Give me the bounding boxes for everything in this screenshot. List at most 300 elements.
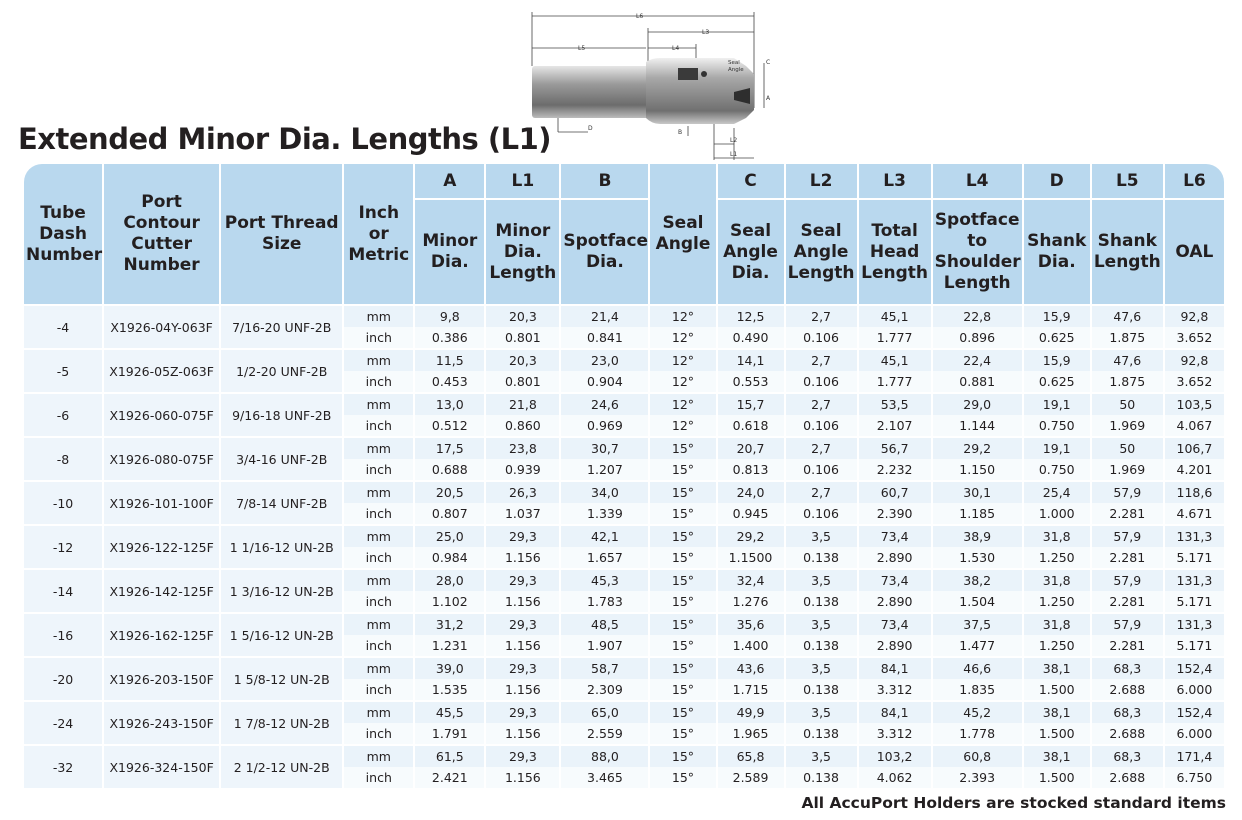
value-cell: 31,8 xyxy=(1024,524,1090,547)
value-cell: 0.453 xyxy=(415,371,484,392)
unit-cell: inch xyxy=(344,767,413,788)
header-letter-l6: L6 xyxy=(1165,164,1224,198)
value-cell: 13,0 xyxy=(415,392,484,415)
value-cell: 6.000 xyxy=(1165,723,1224,744)
dash-number-cell: -5 xyxy=(24,348,102,392)
cutter-number-cell: X1926-060-075F xyxy=(104,392,219,436)
value-cell: 58,7 xyxy=(561,656,648,679)
diagram-label-l3: L3 xyxy=(702,29,710,36)
value-cell: 152,4 xyxy=(1165,700,1224,723)
dash-number-cell: -16 xyxy=(24,612,102,656)
value-cell: 73,4 xyxy=(859,612,931,635)
value-cell: 152,4 xyxy=(1165,656,1224,679)
value-cell: 17,5 xyxy=(415,436,484,459)
unit-cell: inch xyxy=(344,327,413,348)
value-cell: 22,8 xyxy=(933,304,1022,327)
dash-number-cell: -6 xyxy=(24,392,102,436)
value-cell: 92,8 xyxy=(1165,348,1224,371)
value-cell: 15° xyxy=(650,459,715,480)
lengths-table xyxy=(22,164,1226,788)
value-cell: 0.106 xyxy=(786,459,857,480)
value-cell: 14,1 xyxy=(718,348,784,371)
unit-cell: inch xyxy=(344,547,413,568)
value-cell: 1.657 xyxy=(561,547,648,568)
value-cell: 53,5 xyxy=(859,392,931,415)
value-cell: 57,9 xyxy=(1092,612,1163,635)
value-cell: 29,3 xyxy=(486,744,559,767)
value-cell: 3.312 xyxy=(859,723,931,744)
value-cell: 0.904 xyxy=(561,371,648,392)
value-cell: 0.490 xyxy=(718,327,784,348)
value-cell: 31,8 xyxy=(1024,568,1090,591)
header-shank-dia: Shank Dia. xyxy=(1024,198,1090,304)
value-cell: 0.106 xyxy=(786,327,857,348)
unit-cell: mm xyxy=(344,392,413,415)
value-cell: 65,0 xyxy=(561,700,648,723)
unit-cell: mm xyxy=(344,700,413,723)
value-cell: 0.138 xyxy=(786,767,857,788)
unit-cell: mm xyxy=(344,304,413,327)
value-cell: 2.107 xyxy=(859,415,931,436)
thread-size-cell: 1 5/8-12 UN-2B xyxy=(221,656,342,700)
value-cell: 6.000 xyxy=(1165,679,1224,700)
value-cell: 1.875 xyxy=(1092,371,1163,392)
value-cell: 73,4 xyxy=(859,524,931,547)
value-cell: 20,5 xyxy=(415,480,484,503)
value-cell: 171,4 xyxy=(1165,744,1224,767)
header-shank-length: Shank Length xyxy=(1092,198,1163,304)
value-cell: 2.309 xyxy=(561,679,648,700)
value-cell: 1.875 xyxy=(1092,327,1163,348)
thread-size-cell: 1 3/16-12 UN-2B xyxy=(221,568,342,612)
value-cell: 29,0 xyxy=(933,392,1022,415)
value-cell: 0.969 xyxy=(561,415,648,436)
value-cell: 31,2 xyxy=(415,612,484,635)
value-cell: 1.907 xyxy=(561,635,648,656)
value-cell: 131,3 xyxy=(1165,612,1224,635)
value-cell: 23,8 xyxy=(486,436,559,459)
thread-size-cell: 9/16-18 UNF-2B xyxy=(221,392,342,436)
value-cell: 37,5 xyxy=(933,612,1022,635)
value-cell: 4.201 xyxy=(1165,459,1224,480)
value-cell: 1.1500 xyxy=(718,547,784,568)
value-cell: 15,9 xyxy=(1024,304,1090,327)
value-cell: 0.138 xyxy=(786,723,857,744)
value-cell: 3,5 xyxy=(786,700,857,723)
value-cell: 38,9 xyxy=(933,524,1022,547)
value-cell: 1.791 xyxy=(415,723,484,744)
header-minor-dia-length: Minor Dia. Length xyxy=(486,198,559,304)
diagram-label-angle: Angle xyxy=(728,67,744,73)
tool-holder-diagram xyxy=(528,8,778,164)
header-tube-dash: Tube Dash Number xyxy=(24,164,102,304)
unit-cell: mm xyxy=(344,568,413,591)
value-cell: 1.144 xyxy=(933,415,1022,436)
dash-number-cell: -32 xyxy=(24,744,102,788)
value-cell: 1.500 xyxy=(1024,679,1090,700)
thread-size-cell: 1/2-20 UNF-2B xyxy=(221,348,342,392)
value-cell: 1.150 xyxy=(933,459,1022,480)
table-body xyxy=(24,304,1224,788)
value-cell: 19,1 xyxy=(1024,436,1090,459)
value-cell: 2,7 xyxy=(786,436,857,459)
table-row xyxy=(24,480,1224,503)
value-cell: 12° xyxy=(650,415,715,436)
value-cell: 11,5 xyxy=(415,348,484,371)
value-cell: 2.688 xyxy=(1092,767,1163,788)
header-unit: Inch or Metric xyxy=(344,164,413,304)
dash-number-cell: -4 xyxy=(24,304,102,348)
header-cutter-number: Port Contour Cutter Number xyxy=(104,164,219,304)
value-cell: 15° xyxy=(650,591,715,612)
value-cell: 1.783 xyxy=(561,591,648,612)
value-cell: 38,1 xyxy=(1024,744,1090,767)
value-cell: 49,9 xyxy=(718,700,784,723)
unit-cell: inch xyxy=(344,635,413,656)
value-cell: 39,0 xyxy=(415,656,484,679)
header-letter-b: B xyxy=(561,164,648,198)
value-cell: 15° xyxy=(650,767,715,788)
value-cell: 43,6 xyxy=(718,656,784,679)
value-cell: 68,3 xyxy=(1092,700,1163,723)
value-cell: 1.000 xyxy=(1024,503,1090,524)
value-cell: 45,5 xyxy=(415,700,484,723)
diagram-label-a: A xyxy=(766,95,771,102)
unit-cell: inch xyxy=(344,459,413,480)
value-cell: 0.939 xyxy=(486,459,559,480)
header-thread-size: Port Thread Size xyxy=(221,164,342,304)
value-cell: 2.421 xyxy=(415,767,484,788)
value-cell: 2.688 xyxy=(1092,679,1163,700)
value-cell: 2.589 xyxy=(718,767,784,788)
value-cell: 5.171 xyxy=(1165,635,1224,656)
value-cell: 20,7 xyxy=(718,436,784,459)
cutter-number-cell: X1926-203-150F xyxy=(104,656,219,700)
header-seal-angle-dia: Seal Angle Dia. xyxy=(718,198,784,304)
value-cell: 45,2 xyxy=(933,700,1022,723)
unit-cell: inch xyxy=(344,503,413,524)
diagram-label-l5: L5 xyxy=(578,45,586,52)
value-cell: 1.535 xyxy=(415,679,484,700)
value-cell: 1.156 xyxy=(486,679,559,700)
value-cell: 2.390 xyxy=(859,503,931,524)
value-cell: 57,9 xyxy=(1092,524,1163,547)
value-cell: 0.386 xyxy=(415,327,484,348)
value-cell: 3.465 xyxy=(561,767,648,788)
unit-cell: inch xyxy=(344,723,413,744)
value-cell: 15° xyxy=(650,700,715,723)
value-cell: 1.500 xyxy=(1024,723,1090,744)
value-cell: 0.625 xyxy=(1024,327,1090,348)
unit-cell: inch xyxy=(344,679,413,700)
value-cell: 29,3 xyxy=(486,700,559,723)
table-row xyxy=(24,524,1224,547)
value-cell: 0.841 xyxy=(561,327,648,348)
unit-cell: mm xyxy=(344,524,413,547)
value-cell: 118,6 xyxy=(1165,480,1224,503)
value-cell: 12° xyxy=(650,348,715,371)
value-cell: 12° xyxy=(650,304,715,327)
value-cell: 12° xyxy=(650,327,715,348)
cutter-number-cell: X1926-162-125F xyxy=(104,612,219,656)
value-cell: 1.156 xyxy=(486,635,559,656)
value-cell: 15,7 xyxy=(718,392,784,415)
value-cell: 0.106 xyxy=(786,503,857,524)
value-cell: 46,6 xyxy=(933,656,1022,679)
value-cell: 4.671 xyxy=(1165,503,1224,524)
value-cell: 57,9 xyxy=(1092,568,1163,591)
value-cell: 15° xyxy=(650,480,715,503)
value-cell: 0.625 xyxy=(1024,371,1090,392)
value-cell: 1.207 xyxy=(561,459,648,480)
value-cell: 0.896 xyxy=(933,327,1022,348)
value-cell: 0.138 xyxy=(786,547,857,568)
thread-size-cell: 1 7/8-12 UN-2B xyxy=(221,700,342,744)
value-cell: 15° xyxy=(650,679,715,700)
value-cell: 15° xyxy=(650,656,715,679)
value-cell: 4.067 xyxy=(1165,415,1224,436)
unit-cell: mm xyxy=(344,612,413,635)
value-cell: 9,8 xyxy=(415,304,484,327)
value-cell: 45,1 xyxy=(859,304,931,327)
value-cell: 1.037 xyxy=(486,503,559,524)
diagram-label-l2: L2 xyxy=(730,137,738,144)
cutter-number-cell: X1926-243-150F xyxy=(104,700,219,744)
value-cell: 0.945 xyxy=(718,503,784,524)
value-cell: 38,1 xyxy=(1024,700,1090,723)
value-cell: 1.185 xyxy=(933,503,1022,524)
cutter-number-cell: X1926-324-150F xyxy=(104,744,219,788)
value-cell: 31,8 xyxy=(1024,612,1090,635)
value-cell: 15° xyxy=(650,503,715,524)
value-cell: 19,1 xyxy=(1024,392,1090,415)
header-seal-angle-length: Seal Angle Length xyxy=(786,198,857,304)
value-cell: 68,3 xyxy=(1092,656,1163,679)
value-cell: 2.393 xyxy=(933,767,1022,788)
value-cell: 3,5 xyxy=(786,744,857,767)
table-row xyxy=(24,568,1224,591)
value-cell: 22,4 xyxy=(933,348,1022,371)
value-cell: 65,8 xyxy=(718,744,784,767)
value-cell: 88,0 xyxy=(561,744,648,767)
cutter-number-cell: X1926-05Z-063F xyxy=(104,348,219,392)
value-cell: 12° xyxy=(650,392,715,415)
value-cell: 25,0 xyxy=(415,524,484,547)
value-cell: 1.965 xyxy=(718,723,784,744)
value-cell: 3.652 xyxy=(1165,371,1224,392)
value-cell: 2.281 xyxy=(1092,503,1163,524)
value-cell: 25,4 xyxy=(1024,480,1090,503)
value-cell: 57,9 xyxy=(1092,480,1163,503)
thread-size-cell: 7/8-14 UNF-2B xyxy=(221,480,342,524)
value-cell: 73,4 xyxy=(859,568,931,591)
value-cell: 30,1 xyxy=(933,480,1022,503)
header-letter-l3: L3 xyxy=(859,164,931,198)
unit-cell: mm xyxy=(344,480,413,503)
value-cell: 5.171 xyxy=(1165,547,1224,568)
value-cell: 0.688 xyxy=(415,459,484,480)
value-cell: 84,1 xyxy=(859,656,931,679)
value-cell: 2.688 xyxy=(1092,723,1163,744)
value-cell: 15° xyxy=(650,547,715,568)
value-cell: 1.715 xyxy=(718,679,784,700)
value-cell: 1.778 xyxy=(933,723,1022,744)
unit-cell: mm xyxy=(344,348,413,371)
table-row xyxy=(24,304,1224,327)
cutter-number-cell: X1926-04Y-063F xyxy=(104,304,219,348)
value-cell: 3,5 xyxy=(786,568,857,591)
value-cell: 2.281 xyxy=(1092,547,1163,568)
value-cell: 3.312 xyxy=(859,679,931,700)
value-cell: 29,2 xyxy=(933,436,1022,459)
header-letter-l2: L2 xyxy=(786,164,857,198)
value-cell: 20,3 xyxy=(486,304,559,327)
header-total-head-length: Total Head Length xyxy=(859,198,931,304)
thread-size-cell: 1 1/16-12 UN-2B xyxy=(221,524,342,568)
value-cell: 0.750 xyxy=(1024,459,1090,480)
value-cell: 5.171 xyxy=(1165,591,1224,612)
value-cell: 47,6 xyxy=(1092,304,1163,327)
diagram-label-l4: L4 xyxy=(672,45,680,52)
value-cell: 1.500 xyxy=(1024,767,1090,788)
header-letter-c: C xyxy=(718,164,784,198)
value-cell: 2.559 xyxy=(561,723,648,744)
table-row xyxy=(24,656,1224,679)
value-cell: 1.156 xyxy=(486,547,559,568)
header-letter-l5: L5 xyxy=(1092,164,1163,198)
diagram-label-b: B xyxy=(678,129,683,136)
value-cell: 0.750 xyxy=(1024,415,1090,436)
value-cell: 21,4 xyxy=(561,304,648,327)
dash-number-cell: -24 xyxy=(24,700,102,744)
thread-size-cell: 1 5/16-12 UN-2B xyxy=(221,612,342,656)
value-cell: 20,3 xyxy=(486,348,559,371)
value-cell: 2.890 xyxy=(859,635,931,656)
footer-note: All AccuPort Holders are stocked standard items xyxy=(801,794,1226,812)
value-cell: 35,6 xyxy=(718,612,784,635)
value-cell: 28,0 xyxy=(415,568,484,591)
value-cell: 60,8 xyxy=(933,744,1022,767)
value-cell: 45,3 xyxy=(561,568,648,591)
value-cell: 84,1 xyxy=(859,700,931,723)
cutter-number-cell: X1926-122-125F xyxy=(104,524,219,568)
value-cell: 56,7 xyxy=(859,436,931,459)
value-cell: 0.860 xyxy=(486,415,559,436)
value-cell: 32,4 xyxy=(718,568,784,591)
value-cell: 3,5 xyxy=(786,656,857,679)
value-cell: 103,5 xyxy=(1165,392,1224,415)
value-cell: 1.504 xyxy=(933,591,1022,612)
value-cell: 1.969 xyxy=(1092,459,1163,480)
value-cell: 0.881 xyxy=(933,371,1022,392)
value-cell: 3.652 xyxy=(1165,327,1224,348)
value-cell: 50 xyxy=(1092,392,1163,415)
value-cell: 0.618 xyxy=(718,415,784,436)
value-cell: 1.276 xyxy=(718,591,784,612)
value-cell: 0.807 xyxy=(415,503,484,524)
value-cell: 15° xyxy=(650,723,715,744)
value-cell: 1.835 xyxy=(933,679,1022,700)
diagram-label-l6: L6 xyxy=(636,13,644,20)
value-cell: 29,3 xyxy=(486,524,559,547)
value-cell: 2.890 xyxy=(859,591,931,612)
diagram-label-c: C xyxy=(766,59,771,66)
value-cell: 23,0 xyxy=(561,348,648,371)
value-cell: 12° xyxy=(650,371,715,392)
value-cell: 0.106 xyxy=(786,371,857,392)
value-cell: 0.512 xyxy=(415,415,484,436)
header-seal-angle: Seal Angle xyxy=(650,164,715,304)
thread-size-cell: 2 1/2-12 UN-2B xyxy=(221,744,342,788)
cutter-number-cell: X1926-080-075F xyxy=(104,436,219,480)
value-cell: 4.062 xyxy=(859,767,931,788)
value-cell: 1.777 xyxy=(859,327,931,348)
value-cell: 1.530 xyxy=(933,547,1022,568)
header-letter-l1: L1 xyxy=(486,164,559,198)
value-cell: 38,2 xyxy=(933,568,1022,591)
value-cell: 3,5 xyxy=(786,524,857,547)
value-cell: 0.801 xyxy=(486,327,559,348)
dash-number-cell: -14 xyxy=(24,568,102,612)
value-cell: 12,5 xyxy=(718,304,784,327)
value-cell: 21,8 xyxy=(486,392,559,415)
table-row xyxy=(24,436,1224,459)
value-cell: 15° xyxy=(650,612,715,635)
cutter-number-cell: X1926-142-125F xyxy=(104,568,219,612)
value-cell: 34,0 xyxy=(561,480,648,503)
value-cell: 15° xyxy=(650,635,715,656)
value-cell: 29,3 xyxy=(486,612,559,635)
value-cell: 131,3 xyxy=(1165,568,1224,591)
value-cell: 1.339 xyxy=(561,503,648,524)
dash-number-cell: -8 xyxy=(24,436,102,480)
unit-cell: inch xyxy=(344,371,413,392)
unit-cell: inch xyxy=(344,415,413,436)
table-row xyxy=(24,392,1224,415)
header-minor-dia: Minor Dia. xyxy=(415,198,484,304)
unit-cell: inch xyxy=(344,591,413,612)
diagram-label-l1: L1 xyxy=(730,151,738,158)
value-cell: 15° xyxy=(650,568,715,591)
value-cell: 0.553 xyxy=(718,371,784,392)
value-cell: 2.232 xyxy=(859,459,931,480)
value-cell: 0.984 xyxy=(415,547,484,568)
value-cell: 2.281 xyxy=(1092,635,1163,656)
value-cell: 3,5 xyxy=(786,612,857,635)
value-cell: 1.250 xyxy=(1024,635,1090,656)
value-cell: 0.138 xyxy=(786,591,857,612)
value-cell: 103,2 xyxy=(859,744,931,767)
value-cell: 60,7 xyxy=(859,480,931,503)
value-cell: 15° xyxy=(650,744,715,767)
value-cell: 24,6 xyxy=(561,392,648,415)
value-cell: 38,1 xyxy=(1024,656,1090,679)
value-cell: 68,3 xyxy=(1092,744,1163,767)
table-row xyxy=(24,744,1224,767)
value-cell: 1.400 xyxy=(718,635,784,656)
value-cell: 6.750 xyxy=(1165,767,1224,788)
diagram-label-seal: Seal xyxy=(728,60,740,66)
value-cell: 2,7 xyxy=(786,348,857,371)
value-cell: 1.250 xyxy=(1024,591,1090,612)
cutter-number-cell: X1926-101-100F xyxy=(104,480,219,524)
dash-number-cell: -12 xyxy=(24,524,102,568)
thread-size-cell: 7/16-20 UNF-2B xyxy=(221,304,342,348)
value-cell: 2,7 xyxy=(786,304,857,327)
value-cell: 2,7 xyxy=(786,392,857,415)
value-cell: 47,6 xyxy=(1092,348,1163,371)
diagram-label-d: D xyxy=(588,125,593,132)
